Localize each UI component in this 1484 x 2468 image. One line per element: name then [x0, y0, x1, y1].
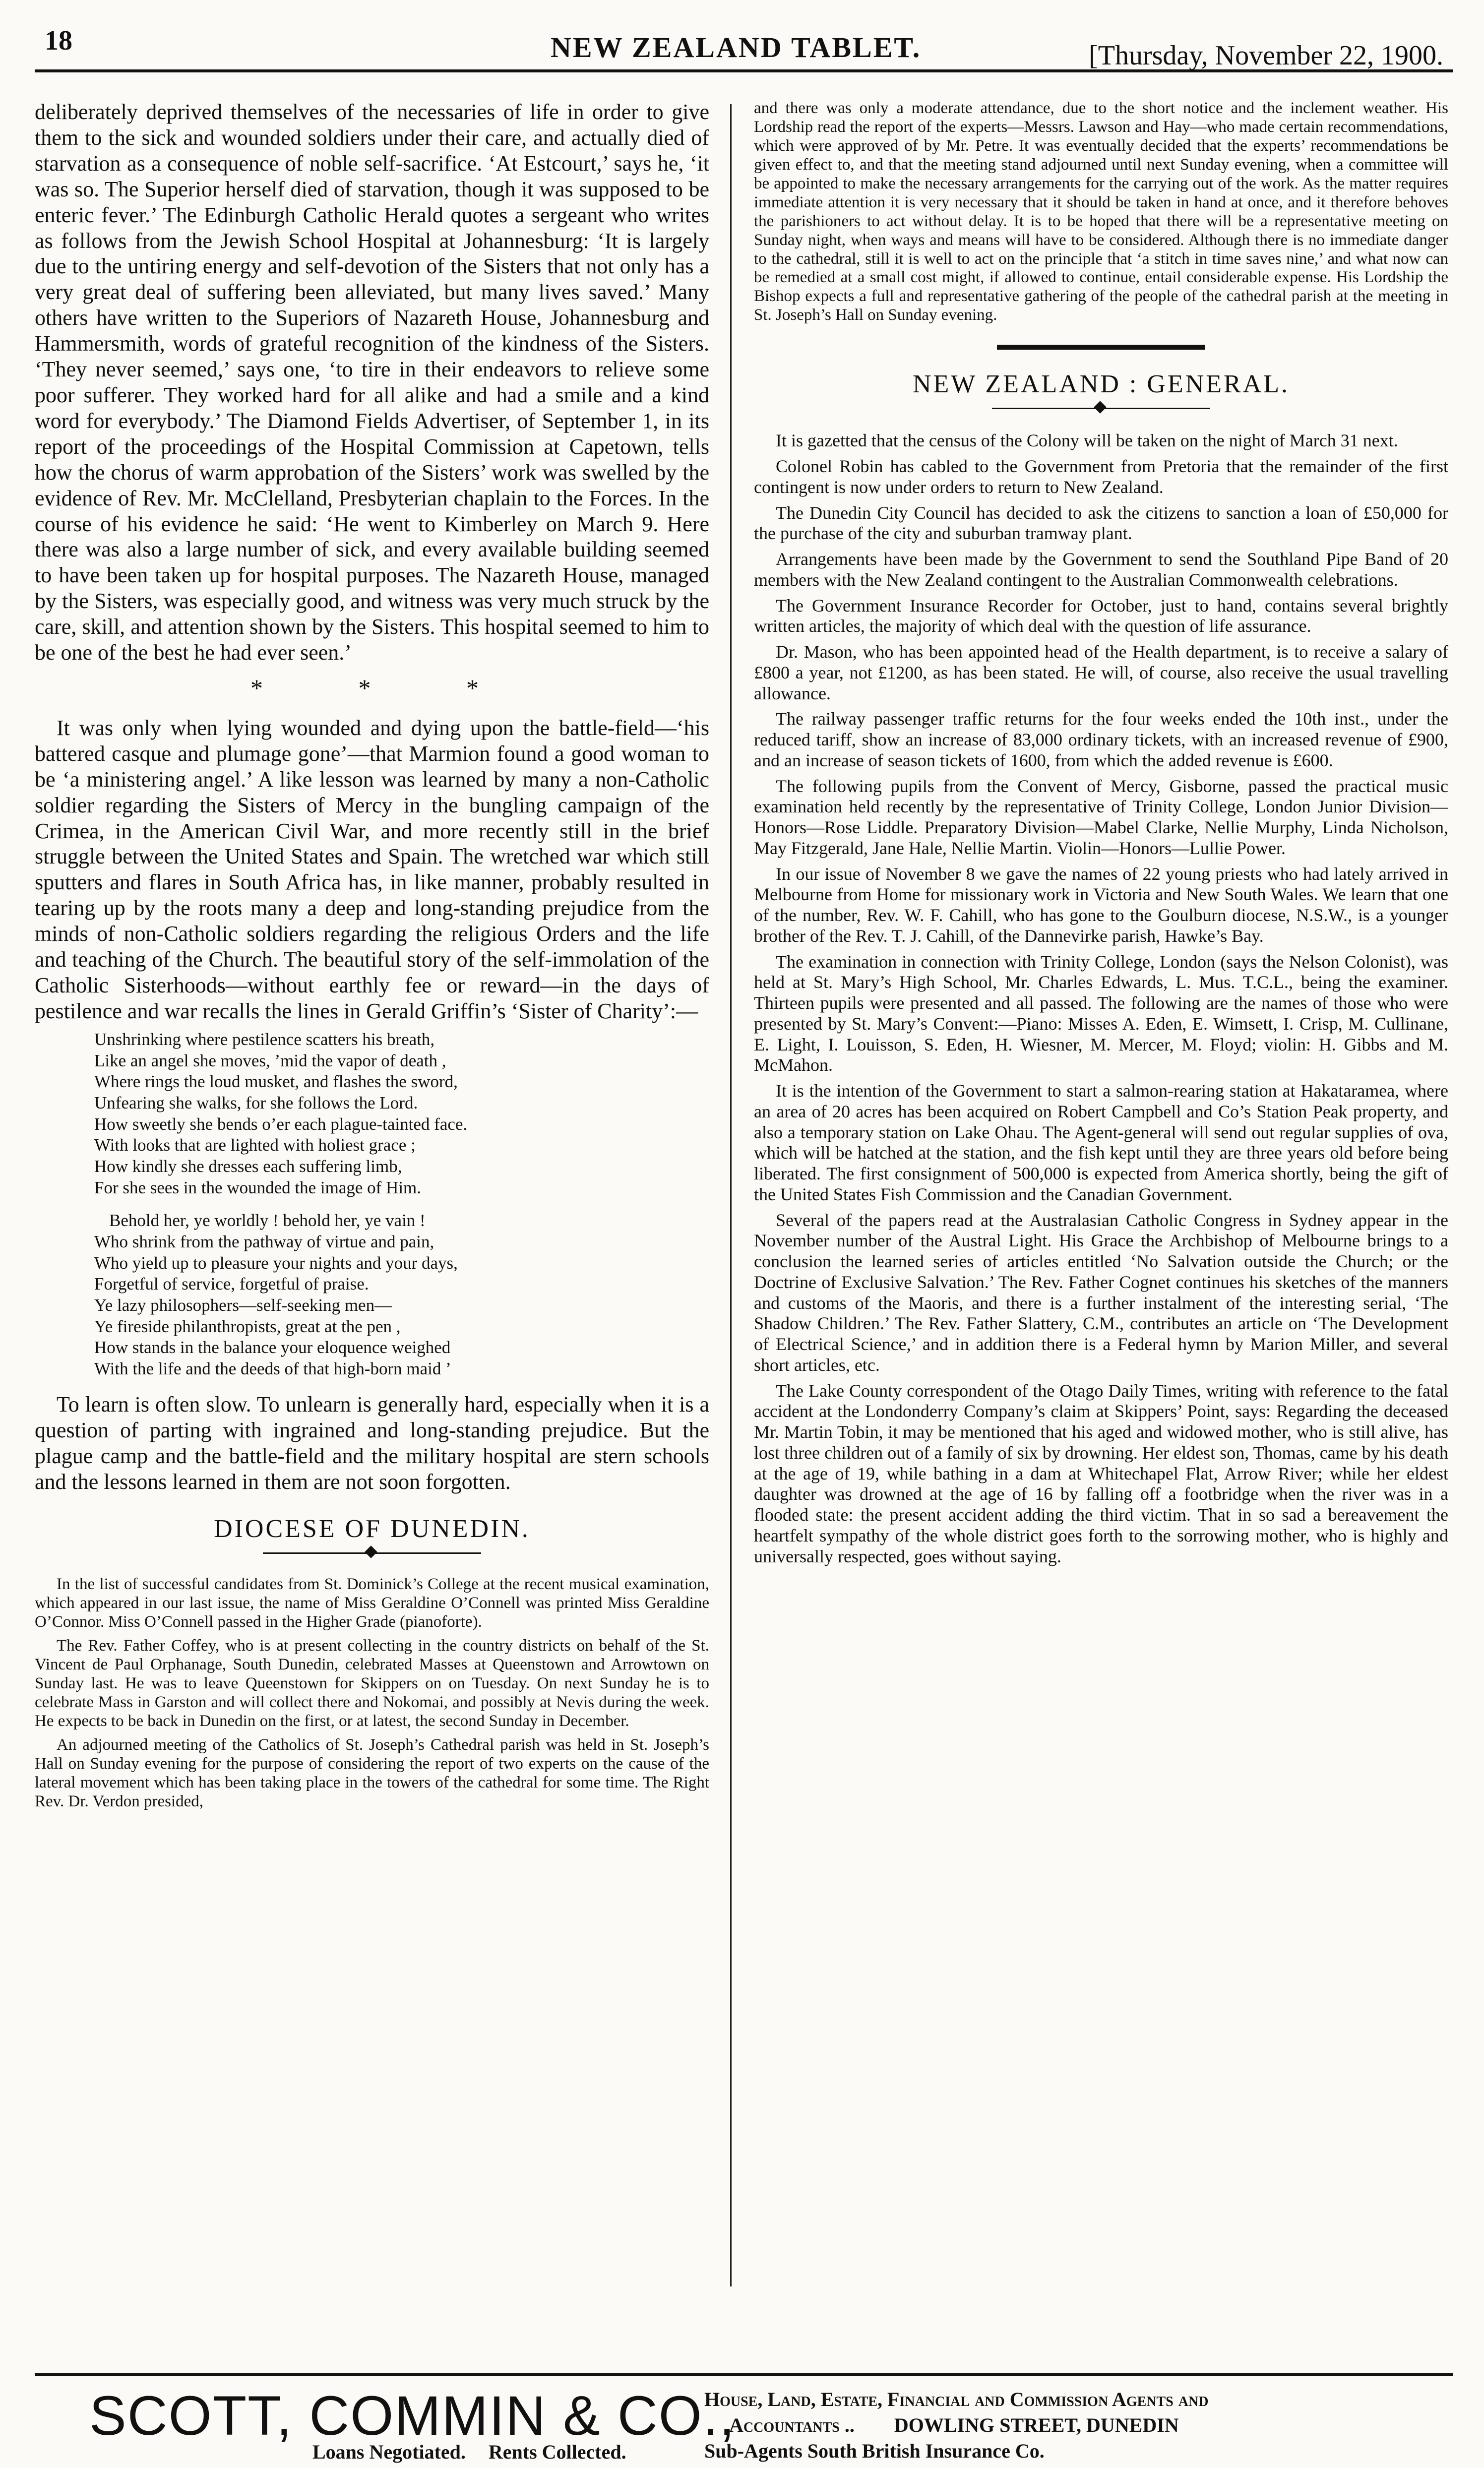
news-item: Several of the papers read at the Australasian Catholic Congress in Sydney appear in the November number of the Austral Light. His Grace the Archbishop of Melbourne brings to a conclusion the learned series of articles entitled ‘No Salvation outside the Church; or the Doctrine of Exclusive Salvation.’ The Rev. Father Cognet continues his sketches of the manners and customs of the Maoris, and there is a further instalment of the interesting serial, ‘The Shadow Children.’ The Rev. Father Slattery, C.M., contributes an article on ‘The Development of Electrical Science,’ and in addition there is a Federal hymn by Marion Miller, and several short articles, etc. — [754, 1210, 1448, 1375]
street-address: DOWLING STREET, DUNEDIN — [894, 2414, 1179, 2436]
poem-line: Who yield up to pleasure your nights and your days, — [94, 1253, 458, 1273]
poem-line: Like an angel she moves, ’mid the vapor of death , — [94, 1050, 446, 1070]
poem — [35, 1029, 709, 1380]
poem-line: How stands in the balance your eloquence weighed — [94, 1338, 451, 1357]
poem-stanza — [35, 1210, 709, 1380]
poem-line: With looks that are lighted with holiest grace ; — [94, 1135, 416, 1155]
section-heading-general: NEW ZEALAND : GENERAL. — [912, 370, 1290, 399]
news-item: The railway passenger traffic returns for the four weeks ended the 10th inst., under the reduced tariff, show an increase of 83,000 ordinary tickets, with an increased revenue of £900, and an increase of season tickets of 1600, from which the added revenue is £600. — [754, 709, 1448, 770]
loans-text: Loans Negotiated. — [312, 2441, 466, 2463]
right-column — [754, 99, 1448, 2366]
accountants-text: Accountants .. — [729, 2414, 855, 2436]
insurance-agent-text: Sub-Agents South British Insurance Co. — [704, 2440, 1045, 2462]
news-item: The Dunedin City Council has decided to ask the citizens to sanction a loan of £50,000 for the purchase of the city and suburban tramway plant. — [754, 502, 1448, 544]
news-paragraph: In the list of successful candidates from St. Dominick’s College at the recent musical examination, which appeared in our last issue, the name of Miss Geraldine O’Connell was printed Miss Geraldine O’Connor. Miss O’Connell passed in the Higher Grade (pianoforte). — [35, 1575, 709, 1631]
news-paragraph: and there was only a moderate attendance, due to the short notice and the inclement weather. His Lordship read the report of the experts—Messrs. Lawson and Hay—who made certain recommendations, which were approved of by Mr. Petre. It was eventually decided that the experts’ recommendations be given effect to, and that the meeting stand adjourned until next Sunday evening, when a committee will be appointed to make the necessary arrangements for the carrying out of the work. As the matter requires immediate attention it is very necessary that it should be taken in hand at once, and it therefore behoves the parishioners to act without delay. It is to be hoped that there will be a representative meeting on Sunday night, when ways and means will have to be considered. Although there is no immediate danger to the cathedral, still it is well to act on the principle that ‘a stitch in time saves nine,’ and what now can be remedied at a small cost might, if allowed to continue, entail considerable expense. His Lordship the Bishop expects a full and representative gathering of the people of the cathedral parish at the meeting in St. Joseph’s Hall on Sunday evening. — [754, 99, 1448, 324]
diamond-ornament-icon — [365, 1546, 377, 1558]
news-item: It is gazetted that the census of the Colony will be taken on the night of March 31 next. — [776, 431, 1398, 451]
poem-stanza — [35, 1029, 709, 1199]
left-column — [35, 99, 709, 2366]
news-paragraph: An adjourned meeting of the Catholics of St. Joseph’s Cathedral parish was held in St. Joseph’s Hall on Sunday evening for the purpose of considering the report of two experts on the cause of the lateral movement which has been taking place in the towers of the cathedral for some time. The Right Rev. Dr. Verdon presided, — [35, 1735, 709, 1810]
firm-address-line — [729, 2413, 1179, 2437]
news-item: Dr. Mason, who has been appointed head of the Health department, is to receive a salary of £800 a year, not £1200, as has been stated. He will, of course, also receive the usual travelling allowance. — [754, 642, 1448, 703]
page-number: 18 — [45, 25, 72, 56]
firm-description: House, Land, Estate, Financial and Commission Agents and — [704, 2388, 1209, 2410]
column-divider — [730, 104, 732, 2286]
article-paragraph: deliberately deprived themselves of the necessaries of life in order to give them to the sick and wounded soldiers under their care, and actually died of starvation as a consequence of noble self-sacrifice. ‘At Estcourt,’ says he, ‘it was so. The Superior herself died of starvation, though it was supposed to be enteric fever.’ The Edinburgh Catholic Herald quotes a sergeant who writes as follows from the Jewish School Hospital at Johannesburg: ‘It is largely due to the untiring energy and self-devotion of the Sisters that not only has a very great deal of suffering been alleviated, but many lives saved.’ Many others have written to the Superiors of Nazareth House, Johannesburg and Hammersmith, words of grateful recognition of the kindness of the Sisters. ‘They never seemed,’ says one, ‘to tire in their endeavors to relieve some poor sufferer. They worked hard for all alike and had a smile and a kind word for everybody.’ The Diamond Fields Advertiser, of September 1, in its report of the proceedings of the Hospital Commission at Capetown, tells how the chorus of warm approbation of the Sisters’ work was swelled by the evidence of Rev. Mr. McClelland, Presbyterian chaplain to the Forces. In the course of his evidence he said: ‘He went to Kimberley on March 9. Here there was also a large number of sick, and every available building seemed to have been taken up for hospital purposes. The Nazareth House, managed by the Sisters, was especially good, and witness was very much struck by the care, skill, and attention shown by the Sisters. This hospital seemed to him to be one of the best he had ever seen.’ — [35, 100, 709, 665]
poem-line: Ye lazy philosophers—self-seeking men— — [94, 1296, 392, 1315]
news-paragraph: The Rev. Father Coffey, who is at present collecting in the country districts on behalf of the St. Vincent de Paul Orphanage, South Dunedin, celebrated Masses at Queenstown and Arrowtown on Sunday last. He was to leave Queenstown for Skippers on on Tuesday. On next Sunday he is to celebrate Mass in Garston and will collect there and Nokomai, and possibly at Nevis during the week. He expects to be back in Dunedin on the first, or at latest, the second Sunday in December. — [35, 1637, 709, 1730]
article-paragraph: To learn is often slow. To unlearn is generally hard, especially when it is a question of parting with ingrained and long-standing prejudice. But the plague camp and the battle-field and the military hospital are stern schools and the lessons learned in them are not soon forgotten. — [35, 1392, 709, 1494]
publication-title: NEW ZEALAND TABLET. — [551, 31, 922, 63]
rents-text: Rents Collected. — [488, 2441, 626, 2463]
news-item: Colonel Robin has cabled to the Government from Pretoria that the remainder of the first contingent is now under orders to return to New Zealand. — [754, 456, 1448, 497]
poem-line: For she sees in the wounded the image of Him. — [94, 1177, 422, 1197]
news-item: The Lake County correspondent of the Otago Daily Times, writing with reference to the fatal accident at the Londonderry Company’s claim at Skippers’ Point, says: Regarding the deceased Mr. Martin Tobin, it may be mentioned that his aged and widowed mother, who is still alive, has lost three children out of a family of six by drowning. Her eldest son, Thomas, came by his death at the age of 19, while bathing in a dam at Whitechapel Flat, Arrow River; while her eldest daughter was drowned at the age of 16 by falling off a footbridge when the river was in a flooded state: the present accident adding the third victim. That in so sad a bereavement the heartfelt sympathy of the whole district goes forth to the sorrowing mother, who is highly and universally respected, goes without saying. — [754, 1380, 1448, 1566]
news-item: In our issue of November 8 we gave the names of 22 young priests who had lately arrived in Melbourne from Home for missionary work in Victoria and New South Wales. We learn that one of the number, Rev. W. F. Cahill, who has gone to the Goulburn diocese, N.S.W., is a younger brother of the Rev. T. J. Cahill, of the Dannevirke parish, Hawke’s Bay. — [754, 864, 1448, 946]
firm-services — [312, 2440, 644, 2464]
section-rule — [997, 345, 1205, 350]
news-item: The following pupils from the Convent of Mercy, Gisborne, passed the practical music examination held recently by the representative of Trinity College, London Junior Division—Honors—Rose Liddle. Preparatory Division—Mabel Clarke, Nellie Murphy, Linda Nicholson, May Fitzgerald, Jane Hale, Nellie Martin. Violin—Honors—Lullie Power. — [754, 776, 1448, 858]
masthead — [35, 20, 1453, 72]
issue-date: [Thursday, November 22, 1900. — [1089, 40, 1443, 71]
poem-line: Unshrinking where pestilence scatters his breath, — [94, 1029, 435, 1049]
article-paragraph: It was only when lying wounded and dying upon the battle-field—‘his battered casque and plumage gone’—that Marmion found a good woman to be ‘a ministering angel.’ A like lesson was learned by many a non-Catholic soldier regarding the Sisters of Mercy in the bungling campaign of the Crimea, in the American Civil War, and more recently still in the brief struggle between the United States and Spain. The wretched war which still sputters and flares in South Africa has, in like manner, probably resulted in tearing up by the roots many a deep and long-standing prejudice from the minds of non-Catholic soldiers regarding the religious Orders and the life and teaching of the Church. The beautiful story of the self-immolation of the Catholic Sisterhoods—without earthly fee or reward—in the days of pestilence and war recalls the lines in Gerald Griffin’s ‘Sister of Charity’:— — [35, 715, 709, 1023]
section-separator: * * * — [250, 674, 523, 702]
news-item: Arrangements have been made by the Government to send the Southland Pipe Band of 20 members with the New Zealand contingent to the Australian Commonwealth celebrations. — [754, 549, 1448, 590]
poem-line: Ye fireside philanthropists, great at the pen , — [94, 1316, 401, 1336]
footer-rule — [35, 2373, 1453, 2376]
ornamental-rule — [992, 403, 1210, 414]
section-heading-diocese: DIOCESE OF DUNEDIN. — [214, 1515, 530, 1543]
poem-line: Unfearing she walks, for she follows the Lord. — [94, 1093, 418, 1112]
news-item: The examination in connection with Trinity College, London (says the Nelson Colonist), was held at St. Mary’s High School, Mr. Charles Edwards, L. Mus. T.C.L., being the examiner. Thirteen pupils were presented and all passed. The following are the names of those who were presented by St. Mary’s Convent:—Piano: Misses A. Eden, E. Wimsett, I. Crisp, M. Cullinane, E. Light, I. Louisson, S. Eden, H. Wiesner, M. Mercer, M. Floyd; violin: H. Gibbs and M. McMahon. — [754, 951, 1448, 1075]
news-item: It is the intention of the Government to start a salmon-rearing station at Hakataramea, where an area of 20 acres has been acquired on Robert Campbell and Co’s Station Peak property, and also a temporary station on Lake Ohau. The Agent-general will send out regular supplies of ova, which will be hatched at the station, and the fish kept until they are three years old before being liberated. The first consignment of 500,000 is expected from America shortly, being the gift of the United States Fish Commission and the Canadian Government. — [754, 1081, 1448, 1204]
poem-line: With the life and the deeds of that high-born maid ’ — [94, 1359, 451, 1379]
ornamental-rule — [263, 1547, 481, 1558]
poem-line: Behold her, ye worldly ! behold her, ye vain ! — [109, 1211, 426, 1231]
diamond-ornament-icon — [1094, 401, 1106, 414]
poem-line: How kindly she dresses each suffering limb, — [94, 1156, 402, 1176]
poem-line: Where rings the loud musket, and flashes the sword, — [94, 1072, 458, 1092]
poem-line: Forgetful of service, forgetful of praise. — [94, 1274, 369, 1294]
poem-line: Who shrink from the pathway of virtue and pain, — [94, 1232, 434, 1251]
poem-line: How sweetly she bends o’er each plague-tainted face. — [94, 1114, 468, 1134]
news-item: The Government Insurance Recorder for October, just to hand, contains several brightly written articles, the majority of which deal with the question of life assurance. — [754, 595, 1448, 636]
firm-name: SCOTT, COMMIN & CO., — [89, 2385, 736, 2447]
advertisement-footer — [35, 2381, 1453, 2465]
